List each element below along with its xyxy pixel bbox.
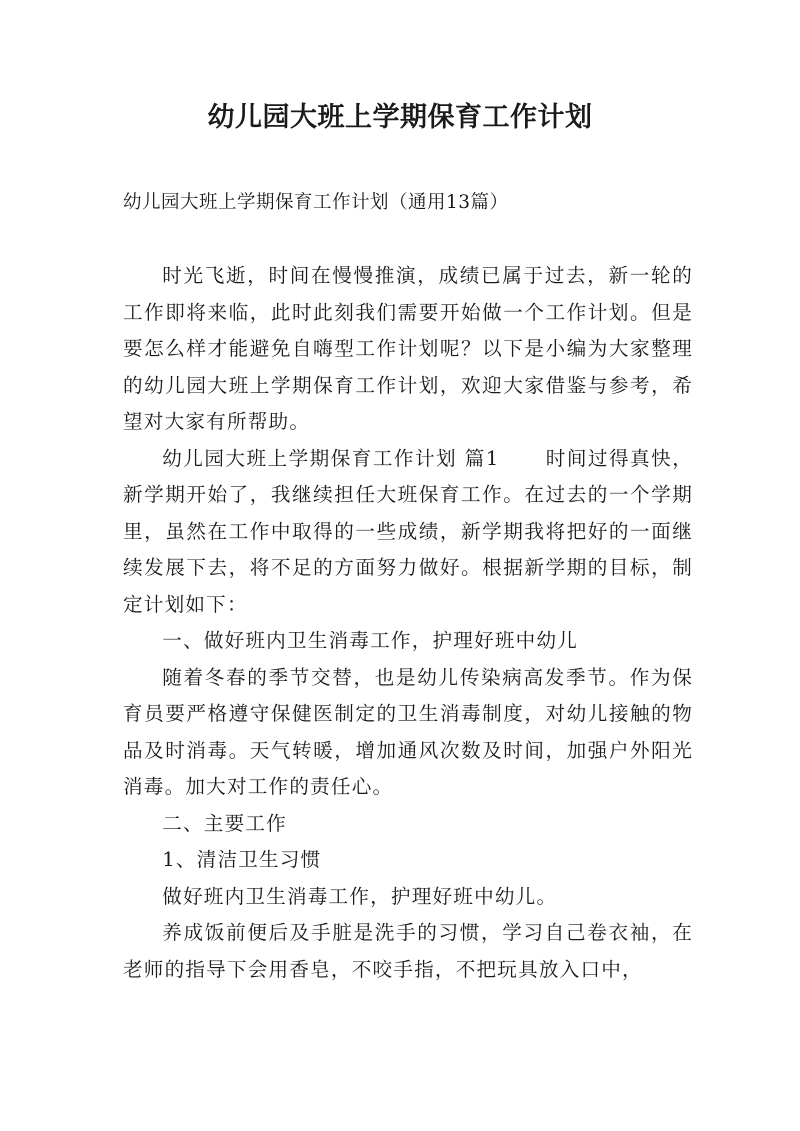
section-1-heading: 幼儿园大班上学期保育工作计划 篇1 xyxy=(162,446,500,470)
document-title: 幼儿园大班上学期保育工作计划 xyxy=(207,102,593,133)
section-1-paragraph xyxy=(123,441,693,624)
subheading-1: 一、做好班内卫生消毒工作，护理好班中幼儿 xyxy=(162,629,579,652)
subheading-2-1-paragraph: 做好班内卫生消毒工作，护理好班中幼儿。 xyxy=(162,884,558,908)
document-subtitle: 幼儿园大班上学期保育工作计划（通用13篇） xyxy=(123,192,509,213)
subheading-2-1: 1、清洁卫生习惯 xyxy=(162,848,322,871)
subheading-2-1-paragraph-2: 养成饭前便后及手脏是洗手的习惯，学习自己卷衣袖，在老师的指导下会用香皂，不咬手指，不把玩具放入口中， xyxy=(123,921,693,981)
section-1-text: 时间过得真快，新学期开始了，我继续担任大班保育工作。在过去的一个学期里，虽然在工作中取得的一些成绩，新学期我将把好的一面继续发展下去，将不足的方面努力做好。根据新学期的目标，制定计划如下： xyxy=(123,446,693,616)
intro-paragraph: 时光飞逝，时间在慢慢推演，成绩已属于过去，新一轮的工作即将来临，此时此刻我们需要开始做一个工作计划。但是要怎么样才能避免自嗨型工作计划呢？以下是小编为大家整理的幼儿园大班上学期保育工作计划，欢迎大家借鉴与参考，希望对大家有所帮助。 xyxy=(123,264,693,433)
subheading-1-paragraph: 随着冬春的季节交替，也是幼儿传染病高发季节。作为保育员要严格遵守保健医制定的卫生消毒制度，对幼儿接触的物品及时消毒。天气转暖，增加通风次数及时间，加强户外阳光消毒。加大对工作的责任心。 xyxy=(123,665,693,798)
document-body xyxy=(123,258,693,988)
subheading-2: 二、主要工作 xyxy=(162,811,287,835)
